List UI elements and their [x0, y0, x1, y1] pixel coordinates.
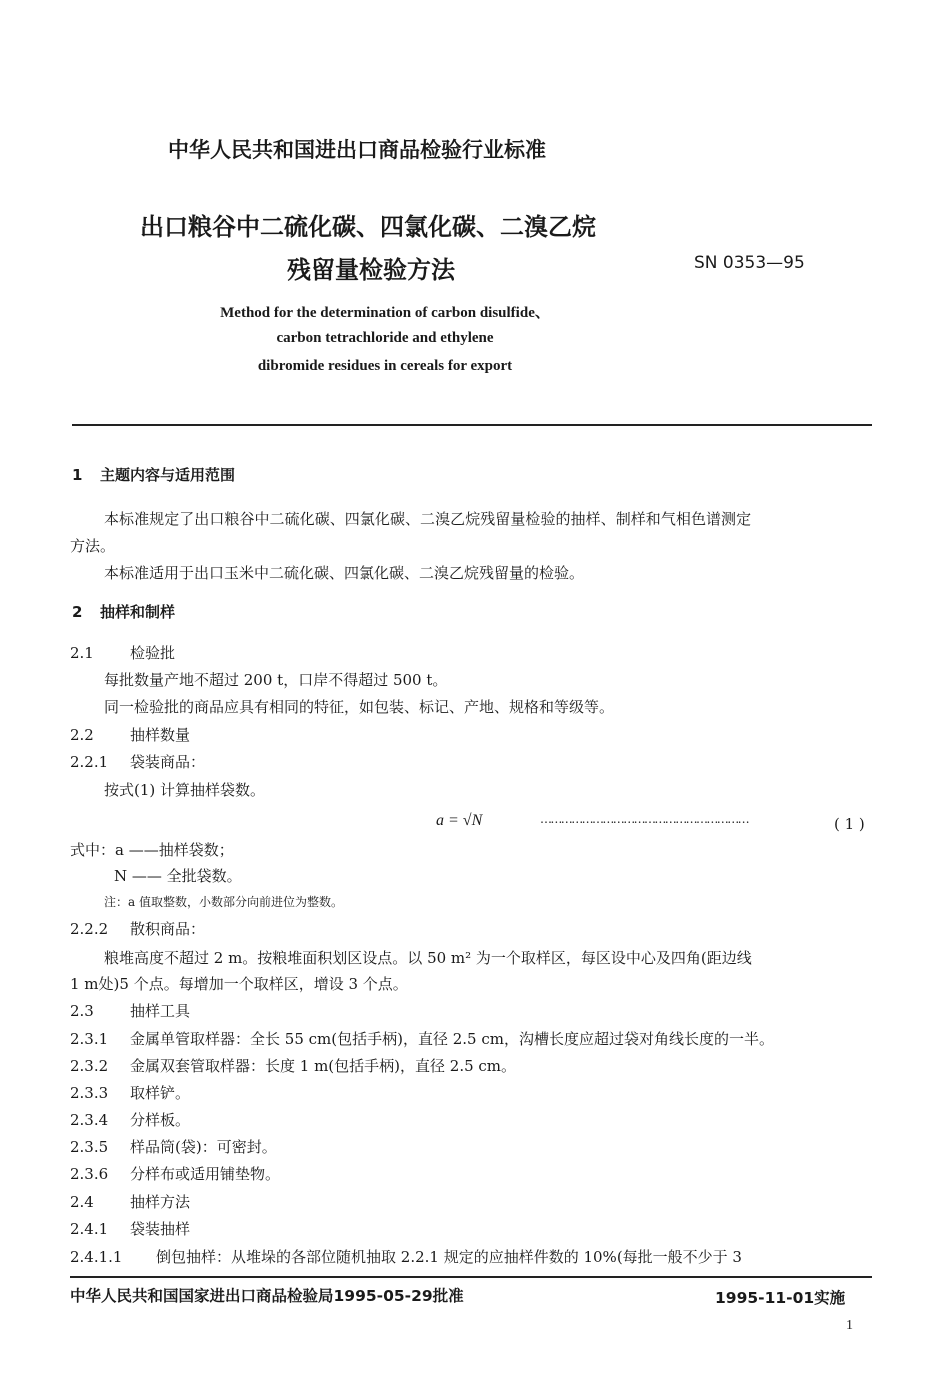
clause-number: 2.3.2: [70, 1057, 109, 1075]
clause-number: 2.3: [70, 1002, 94, 1020]
section-title: 主题内容与适用范围: [100, 466, 236, 484]
s221-paragraph: 按式(1) 计算抽样袋数。: [104, 781, 266, 799]
s1-paragraph-1a: 本标准规定了出口粮谷中二硫化碳、四氯化碳、二溴乙烷残留量检验的抽样、制样和气相色谱测定: [104, 510, 752, 528]
formula: a = √N: [436, 812, 483, 829]
clause-number: 2.3.5: [70, 1138, 109, 1156]
s1-paragraph-2: 本标准适用于出口玉米中二硫化碳、四氯化碳、二溴乙烷残留量的检验。: [104, 564, 585, 582]
formula-leader-dots: ……………………………………………………: [540, 812, 749, 826]
section-number: 1: [72, 466, 83, 484]
s21-paragraph-1: 每批数量产地不超过 200 t，口岸不得超过 500 t。: [104, 671, 448, 689]
s235-item: [70, 1136, 277, 1157]
clause-title: 检验批: [130, 644, 176, 662]
section-title: 抽样和制样: [100, 603, 176, 621]
clause-title: 袋装抽样: [130, 1220, 191, 1238]
approval-line: 中华人民共和国国家进出口商品检验局1995-05-29批准: [70, 1287, 464, 1305]
section-2-heading: [72, 601, 175, 622]
s236-item: [70, 1163, 280, 1184]
clause-text: 分样板。: [130, 1111, 191, 1129]
english-title-line-1: Method for the determination of carbon disulfide、: [220, 305, 550, 321]
clause-number: 2.4.1: [70, 1220, 109, 1238]
org-standard-header: 中华人民共和国进出口商品检验行业标准: [168, 138, 546, 162]
effective-date: 1995-11-01实施: [715, 1289, 846, 1307]
page-number: 1: [846, 1318, 853, 1333]
clause-number: 2.3.4: [70, 1111, 109, 1129]
clause-number: 2.3.3: [70, 1084, 109, 1102]
clause-title: 抽样方法: [130, 1193, 191, 1211]
clause-text: 金属单管取样器：全长 55 cm(包括手柄)，直径 2.5 cm，沟槽长度应超过袋对角线长度的一半。: [130, 1030, 774, 1048]
english-title-line-3: dibromide residues in cereals for export: [257, 358, 513, 374]
clause-number: 2.3.6: [70, 1165, 109, 1183]
clause-text: 金属双套管取样器：长度 1 m(包括手柄)，直径 2.5 cm。: [130, 1057, 517, 1075]
formula-number: ( 1 ): [834, 815, 865, 833]
s21-paragraph-2: 同一检验批的商品应具有相同的特征，如包装、标记、产地、规格和等级等。: [104, 698, 615, 716]
s222-paragraph-1: 粮堆高度不超过 2 m。按粮堆面积划区设点。以 50 m² 为一个取样区，每区设中心及四角(距边线: [104, 949, 752, 967]
clause-title: 散积商品：: [130, 920, 206, 938]
footer-divider: [70, 1276, 872, 1278]
clause-title: 抽样数量: [130, 726, 191, 744]
clause-title: 袋装商品：: [130, 753, 206, 771]
clause-number: 2.1: [70, 644, 94, 662]
clause-text: 取样铲。: [130, 1084, 191, 1102]
title-divider: [72, 424, 872, 426]
s232-item: [70, 1055, 516, 1076]
clause-number: 2.2: [70, 726, 94, 744]
s222-heading: [70, 918, 205, 939]
title-line-1: 出口粮谷中二硫化碳、四氯化碳、二溴乙烷: [140, 213, 596, 241]
where-a: 式中：a ——抽样袋数；: [70, 841, 234, 859]
s234-item: [70, 1109, 190, 1130]
s231-item: [70, 1028, 774, 1049]
s22-heading: [70, 724, 190, 745]
clause-text: 分样布或适用铺垫物。: [130, 1165, 281, 1183]
s24-heading: [70, 1191, 190, 1212]
s241-heading: [70, 1218, 190, 1239]
s233-item: [70, 1082, 190, 1103]
title-line-2: 残留量检验方法: [287, 256, 455, 284]
where-n: N —— 全批袋数。: [114, 867, 242, 885]
clause-title: 抽样工具: [130, 1002, 191, 1020]
english-title-line-2: carbon tetrachloride and ethylene: [276, 330, 494, 346]
clause-number: 2.4: [70, 1193, 94, 1211]
clause-number: 2.3.1: [70, 1030, 109, 1048]
s21-heading: [70, 642, 175, 663]
s2411-item: [70, 1246, 742, 1267]
s1-paragraph-1b: 方法。: [70, 537, 116, 555]
s221-heading: [70, 751, 205, 772]
section-number: 2: [72, 603, 83, 621]
s222-paragraph-2: 1 m处)5 个点。每增加一个取样区，增设 3 个点。: [70, 975, 408, 993]
clause-text: 倒包抽样：从堆垛的各部位随机抽取 2.2.1 规定的应抽样件数的 10%(每批一般不少于 3: [156, 1248, 742, 1266]
clause-number: 2.2.2: [70, 920, 109, 938]
note: 注：a 值取整数，小数部分向前进位为整数。: [104, 895, 343, 909]
clause-text: 样品筒(袋)：可密封。: [130, 1138, 277, 1156]
clause-number: 2.4.1.1: [70, 1248, 123, 1266]
clause-number: 2.2.1: [70, 753, 109, 771]
section-1-heading: [72, 464, 235, 485]
s23-heading: [70, 1000, 190, 1021]
standard-code: SN 0353—95: [694, 253, 805, 273]
